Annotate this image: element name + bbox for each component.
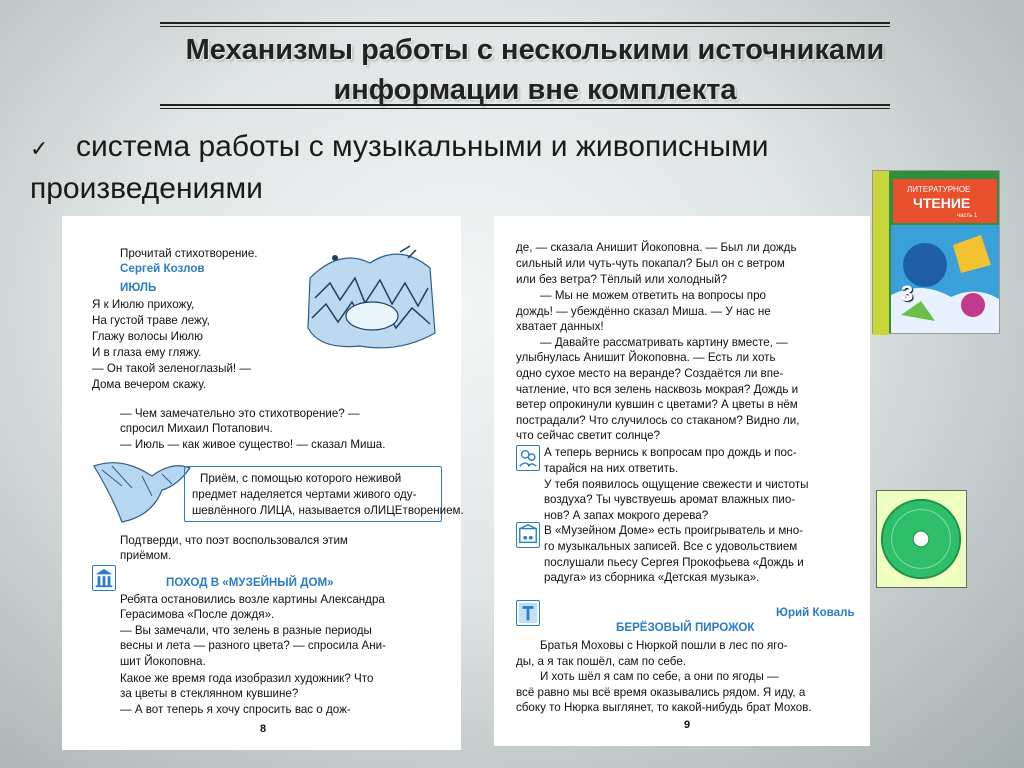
right-line-18: нов? А запах мокрого дерева? <box>544 509 709 522</box>
music-task-icon <box>516 522 540 548</box>
left-page-number: 8 <box>260 723 267 735</box>
left-line-24: Какое же время года изобразил художник? Что <box>120 672 374 685</box>
question-task-icon <box>516 445 540 471</box>
cover-part: часть 1 <box>957 213 978 219</box>
left-poem-title: ИЮЛЬ <box>120 281 157 294</box>
right-line-15: тарайся на них ответить. <box>544 462 679 475</box>
bullet-text-line2: произведениями <box>30 172 263 205</box>
left-line-20: Герасимова «После дождя». <box>120 608 275 621</box>
right-line-12: пострадали? Что случилось со стаканом? Видно ли, <box>516 414 800 427</box>
right-line-6: хватает данных! <box>516 320 604 333</box>
right-line-16: У тебя появилось ощущение свежести и чистоты <box>544 478 809 491</box>
museum-icon <box>92 565 116 591</box>
left-line-4: Я к Июлю прихожу, <box>92 298 195 311</box>
right-line-28: всё равно мы всё время оказывались рядом. Я иду, а <box>516 686 806 699</box>
bullet-text-line1: система работы с музыкальными и живописными <box>76 130 769 163</box>
left-line-6: Глажу волосы Июлю <box>92 330 203 343</box>
right-line-26: ды, а я так пошёл, сам по себе. <box>516 655 686 668</box>
left-line-23: шит Йокоповна. <box>120 655 206 668</box>
slide-title-line2: информации вне комплекта <box>333 74 737 106</box>
rule-line-2: предмет наделяется чертами живого оду- <box>192 488 417 501</box>
left-line-7: И в глаза ему гляжу. <box>92 346 202 359</box>
right-line-27: И хоть шёл я сам по себе, а они по ягоды — <box>540 670 779 683</box>
section-heading-museum: ПОХОД В «МУЗЕЙНЫЙ ДОМ» <box>166 576 334 589</box>
audio-cd-button[interactable] <box>876 490 967 588</box>
right-line-8: улыбнулась Анишит Йокоповна. — Есть ли хоть <box>516 351 776 364</box>
right-line-9: одно сухое место на веранде? Создаётся ли впе- <box>516 367 784 380</box>
left-line-1: Прочитай стихотворение. <box>120 247 258 260</box>
right-line-3: или без ветра? Тёплый или холодный? <box>516 273 728 286</box>
title-top-rule <box>160 22 890 27</box>
cover-illustration <box>891 225 999 333</box>
textbook-page-left <box>62 216 464 750</box>
left-line-16: Подтверди, что поэт воспользовался этим <box>120 534 348 547</box>
left-line-9: Дома вечером скажу. <box>92 378 207 391</box>
left-line-21: — Вы замечали, что зелень в разные периоды <box>120 624 372 637</box>
story-title: БЕРЁЗОВЫЙ ПИРОЖОК <box>616 621 755 634</box>
left-line-8: — Он такой зеленоглазый! — <box>92 362 251 375</box>
right-line-29: сбоку то Нюрка выглянет, то какой-нибудь брат Мохов. <box>516 701 812 714</box>
left-line-11: спросил Михаил Потапович. <box>120 422 273 435</box>
left-line-10: — Чем замечательно это стихотворение? — <box>120 407 360 420</box>
right-line-2: сильный или чуть-чуть покапал? Был он с ветром <box>516 257 785 270</box>
cover-grade: 3 <box>901 281 914 306</box>
left-line-17: приёмом. <box>120 549 172 562</box>
right-line-7: — Давайте рассматривать картину вместе, — <box>540 336 788 349</box>
left-line-5: На густой траве лежу, <box>92 314 210 327</box>
museum-music-icon <box>517 523 539 547</box>
rule-line-1: Приём, с помощью которого неживой <box>200 472 402 485</box>
cover-title-line1: ЛИТЕРАТУРНОЕ <box>907 185 971 194</box>
right-line-1: де, — сказала Анишит Йокоповна. — Был ли дождь <box>516 241 797 254</box>
cover-spine <box>873 171 889 335</box>
text-reading-icon <box>516 600 540 626</box>
right-line-19: В «Музейном Доме» есть проигрыватель и мно- <box>544 524 804 537</box>
right-line-20: го музыкальных записей. Все с удовольствием <box>544 540 798 553</box>
story-author: Юрий Коваль <box>776 606 855 619</box>
children-thinking-icon <box>517 446 539 470</box>
right-line-4: — Мы не можем ответить на вопросы про <box>540 289 766 302</box>
right-page-number: 9 <box>684 719 691 731</box>
left-line-12: — Июль — как живое существо! — сказал Миша. <box>120 438 386 451</box>
right-line-25: Братья Моховы с Нюркой пошли в лес по яго- <box>540 639 788 652</box>
rule-line-3: шевлённого ЛИЦА, называется оЛИЦЕтворением. <box>192 504 464 517</box>
right-line-17: воздуха? Ты чувствуешь аромат влажных пио- <box>544 493 796 506</box>
right-line-10: чатление, что вся зелень насквозь мокрая? Дождь и <box>516 383 799 396</box>
left-line-26: — А вот теперь я хочу спросить вас о дож- <box>120 703 351 716</box>
bird-wing-illustration <box>92 456 192 526</box>
museum-building-icon <box>93 566 115 590</box>
right-line-14: А теперь вернись к вопросам про дождь и пос- <box>544 446 797 459</box>
left-poem-author: Сергей Козлов <box>120 262 205 275</box>
left-line-22: весны и лета — разного цвета? — спросила Ани- <box>120 639 386 652</box>
right-line-5: дождь! — убеждённо сказал Миша. — У нас не <box>516 305 771 318</box>
slide-title <box>110 30 960 110</box>
textbook-cover <box>872 170 1000 334</box>
slide-title-line1: Механизмы работы с несколькими источниками <box>185 34 885 66</box>
left-line-25: за цветы в стеклянном кувшине? <box>120 687 299 700</box>
hedgehog-grass-illustration <box>300 238 440 358</box>
checkmark-icon: ✓ <box>30 136 49 161</box>
letter-t-icon <box>517 601 539 625</box>
title-bottom-rule <box>160 104 890 109</box>
right-line-22: радуга» из сборника «Детская музыка». <box>544 571 760 584</box>
right-line-11: ветер опрокинули кувшин с цветами? А цветы в нём <box>516 398 798 411</box>
right-line-13: что сейчас светит солнце? <box>516 429 661 442</box>
textbook-page-right <box>494 216 870 746</box>
cover-title-line2: ЧТЕНИЕ <box>913 195 971 211</box>
cd-disc-icon <box>877 491 966 587</box>
right-line-21: послушали пьесу Сергея Прокофьева «Дождь и <box>544 556 804 569</box>
left-line-19: Ребята остановились возле картины Александра <box>120 593 385 606</box>
